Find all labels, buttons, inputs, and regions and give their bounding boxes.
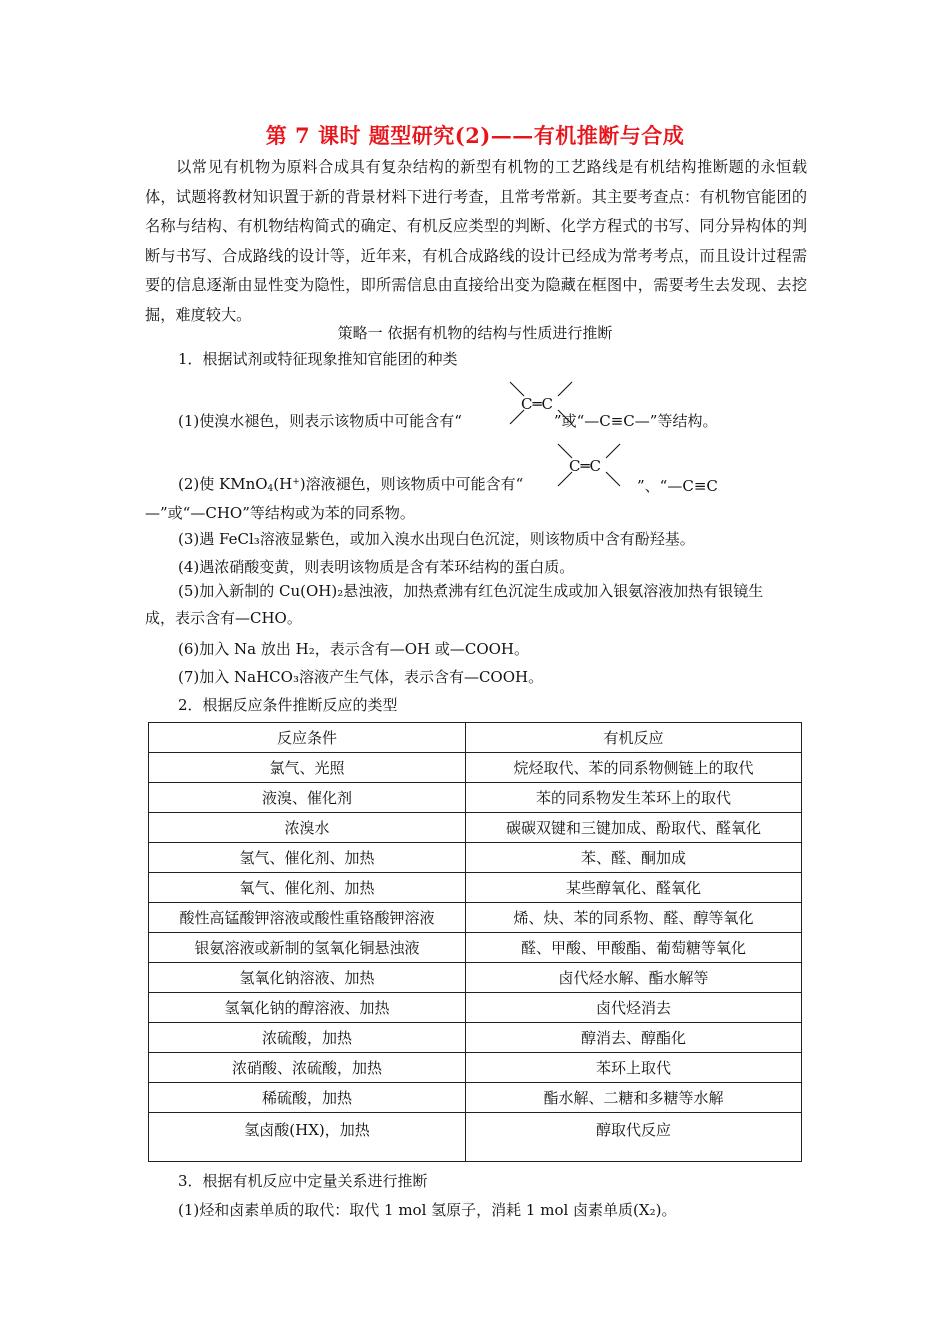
table-row: [149, 933, 802, 963]
table-row: [149, 1083, 802, 1113]
table-row: [149, 993, 802, 1023]
table-cell-condition: 酸性高锰酸钾溶液或酸性重铬酸钾溶液: [149, 903, 466, 933]
bond-line: [558, 410, 572, 424]
item-4: (4)遇浓硝酸变黄，则表明该物质是含有苯环结构的蛋白质。: [178, 558, 575, 576]
table-row: [149, 1023, 802, 1053]
table-cell-reaction: 醇消去、醇酯化: [466, 1023, 802, 1053]
bond-line: [606, 444, 620, 458]
table-cell-reaction: 某些醇氧化、醛氧化: [466, 873, 802, 903]
alkene-structure-diagram: [498, 378, 590, 434]
table-cell-reaction: 苯环上取代: [466, 1053, 802, 1083]
table-cell-reaction: 苯、醛、酮加成: [466, 843, 802, 873]
table-header-reaction: 有机反应: [466, 723, 802, 753]
table-row: [149, 813, 802, 843]
table-cell-condition: 液溴、催化剂: [149, 783, 466, 813]
table-cell-condition: 氧气、催化剂、加热: [149, 873, 466, 903]
section-heading-1: 1．根据试剂或特征现象推知官能团的种类: [178, 350, 458, 368]
table-row: [149, 753, 802, 783]
item-1-text-a: (1)使溴水褪色，则表示该物质中可能含有“: [178, 412, 462, 430]
table-row: [149, 873, 802, 903]
item-7: (7)加入 NaHCO₃溶液产生气体，表示含有—COOH。: [178, 668, 544, 686]
table-row: [149, 1053, 802, 1083]
bond-line: [558, 382, 572, 396]
table-cell-reaction: 醛、甲酸、甲酸酯、葡萄糖等氧化: [466, 933, 802, 963]
table-cell-condition: 氢氧化钠的醇溶液、加热: [149, 993, 466, 1023]
item-2-continued: ”、“—C≡C—”或“—CHO”等结构或为苯的同系物。: [145, 477, 718, 522]
item-6: (6)加入 Na 放出 H₂，表示含有—OH 或—COOH。: [178, 640, 530, 658]
strategy-heading: 策略一 依据有机物的结构与性质进行推断: [337, 324, 613, 342]
table-cell-reaction: 碳碳双键和三键加成、酚取代、醛氧化: [466, 813, 802, 843]
table-cell-condition: 氢气、催化剂、加热: [149, 843, 466, 873]
item-2-text-c: )溶液褪色，则该物质中可能含有“: [299, 475, 524, 493]
table-row: [149, 783, 802, 813]
page-title: 第 7 课时 题型研究(2)——有机推断与合成: [265, 123, 685, 148]
table-cell-condition: 浓溴水: [149, 813, 466, 843]
table-cell-condition: 氢卤酸(HX)，加热: [149, 1113, 466, 1162]
intro-text: 以常见有机物为原料合成具有复杂结构的新型有机物的工艺路线是有机结构推断题的永恒载体，试题将教材知识置于新的背景材料下进行考查，且常考常新。其主要考查点：有机物官能团的名称与结构、有机物结构简式的确定、有机反应类型的判断、化学方程式的书写、同分异构体的判断与书写、合成路线的设计等，近年来，有机合成路线的设计已经成为常考考点，而且设计过程需要的信息逐渐由显性变为隐性，即所需信息由直接给出变为隐藏在框图中，需要考生去发现、去挖掘，难度较大。: [145, 158, 807, 324]
table-cell-reaction: 醇取代反应: [466, 1113, 802, 1162]
item-1: [178, 410, 717, 431]
table-header-condition: 反应条件: [149, 723, 466, 753]
cc-label: C═C: [569, 457, 601, 475]
intro-paragraph: [145, 153, 807, 330]
table-cell-reaction: 烯、炔、苯的同系物、醛、醇等氧化: [466, 903, 802, 933]
bond-line: [510, 382, 524, 396]
section-heading-3: 3．根据有机反应中定量关系进行推断: [178, 1172, 428, 1190]
table-cell-reaction: 卤代烃水解、酯水解等: [466, 963, 802, 993]
item-3: (3)遇 FeCl₃溶液显紫色，或加入溴水出现白色沉淀，则该物质中含有酚羟基。: [178, 530, 695, 548]
table-cell-reaction: 烷烃取代、苯的同系物侧链上的取代: [466, 753, 802, 783]
table-cell-reaction: 酯水解、二糖和多糖等水解: [466, 1083, 802, 1113]
reaction-conditions-table: [148, 722, 802, 1162]
table-cell-reaction: 卤代烃消去: [466, 993, 802, 1023]
item-2-text-a: (2)使 KMnO: [178, 475, 268, 493]
item-5: (5)加入新制的 Cu(OH)₂悬浊液，加热煮沸有红色沉淀生成或加入银氨溶液加热有银镜生成，表示含有—CHO。: [145, 582, 764, 627]
table-row: [149, 963, 802, 993]
table-cell-condition: 银氨溶液或新制的氢氧化铜悬浊液: [149, 933, 466, 963]
cc-label: C═C: [521, 395, 553, 413]
table-row: [149, 903, 802, 933]
table-cell-condition: 氯气、光照: [149, 753, 466, 783]
table-cell-condition: 浓硫酸，加热: [149, 1023, 466, 1053]
item-1-text-b: ”或“—C≡C—”等结构。: [553, 412, 718, 430]
table-row: [149, 1113, 802, 1162]
item-3-1: (1)烃和卤素单质的取代：取代 1 mol 氢原子，消耗 1 mol 卤素单质(X₂)。: [178, 1201, 677, 1219]
table-cell-condition: 氢氧化钠溶液、加热: [149, 963, 466, 993]
table-cell-condition: 稀硫酸，加热: [149, 1083, 466, 1113]
item-2: (2)使 KMnO$_4$(H+)溶液褪色，则该物质中可能含有“: [178, 475, 524, 494]
table-header-row: [149, 723, 802, 753]
table-row: [149, 843, 802, 873]
table-cell-condition: 浓硝酸、浓硫酸，加热: [149, 1053, 466, 1083]
item-2-text-b: (H: [273, 475, 293, 493]
section-heading-2: 2．根据反应条件推断反应的类型: [178, 696, 398, 714]
bond-line: [558, 444, 572, 458]
table-cell-reaction: 苯的同系物发生苯环上的取代: [466, 783, 802, 813]
